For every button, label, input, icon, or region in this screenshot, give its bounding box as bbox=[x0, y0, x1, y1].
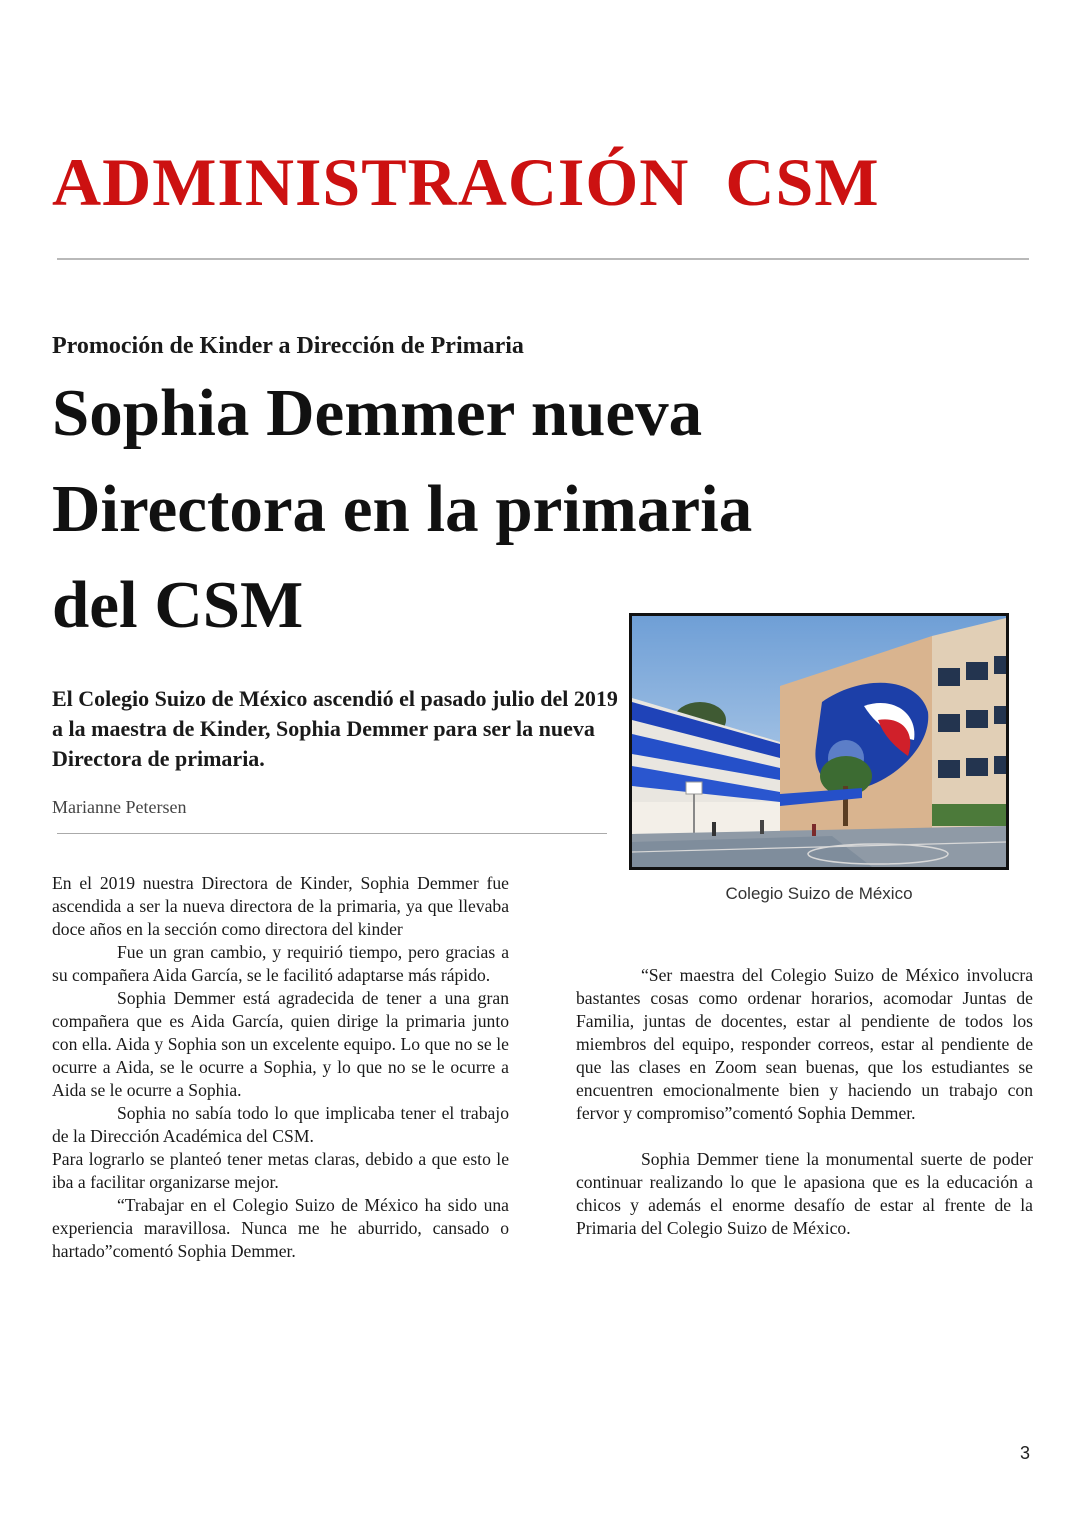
body-paragraph: Sophia no sabía todo lo que implicaba tener el trabajo de la Dirección Académica del CSM. bbox=[52, 1103, 509, 1146]
body-column-right bbox=[576, 964, 1033, 1240]
photo-caption: Colegio Suizo de México bbox=[725, 884, 913, 903]
body-paragraph: Fue un gran cambio, y requirió tiempo, pero gracias a su compañera Aida García, se le facilitó adaptarse más rápido. bbox=[52, 942, 509, 985]
article-kicker: Promoción de Kinder a Dirección de Primaria bbox=[52, 333, 524, 359]
body-paragraph: Para lograrlo se planteó tener metas claras, debido a que esto le iba a facilitar organizarse mejor. bbox=[52, 1149, 509, 1192]
article-lede: El Colegio Suizo de México ascendió el pasado julio del 2019 a la maestra de Kinder, Sophia Demmer para ser la nueva Directora de primaria. bbox=[52, 686, 618, 771]
byline-divider bbox=[57, 833, 607, 834]
body-paragraph: “Trabajar en el Colegio Suizo de México ha sido una experiencia maravillosa. Nunca me he aburrido, cansado o hartado”comentó Sophia Demmer. bbox=[52, 1195, 509, 1261]
body-paragraph: Sophia Demmer tiene la monumental suerte de poder continuar realizando lo que le apasiona que es la educación a chicos y además el enorme desafío de estar al frente de la Primaria del Colegio Suizo de México. bbox=[576, 1149, 1033, 1238]
body-column-left bbox=[52, 872, 509, 1263]
section-title: ADMINISTRACIÓN CSM bbox=[52, 144, 880, 220]
page-number: 3 bbox=[1019, 1443, 1030, 1463]
school-building-illustration bbox=[632, 616, 1006, 867]
body-paragraph: Sophia Demmer está agradecida de tener a una gran compañera que es Aida García, quien dirige la primaria junto con ella. Aida y Sophia son un excelente equipo. Lo que no se le ocurre a Aida, se le ocurre a Sophia, y lo que no se le ocurre a Aida se le ocurre a Sophia. bbox=[52, 988, 509, 1100]
body-paragraph: “Ser maestra del Colegio Suizo de México involucra bastantes cosas como ordenar horarios, acomodar Juntas de Familia, juntas de docentes, estar al pendiente de todos los miembros del equipo, responder correos, estar al pendiente de que las clases en Zoom sean buenas, que los estudiantes se encuentren emocionalmente bien y haciendo un trabajo con fervor y compromiso”comentó Sophia Demmer. bbox=[576, 965, 1033, 1123]
header-divider bbox=[57, 258, 1029, 260]
article-byline: Marianne Petersen bbox=[52, 797, 187, 817]
school-photo bbox=[629, 613, 1009, 870]
body-paragraph: En el 2019 nuestra Directora de Kinder, Sophia Demmer fue ascendida a ser la nueva directora de la primaria, ya que llevaba doce años en la sección como directora del kinder bbox=[52, 873, 509, 939]
article-headline: Sophia Demmer nueva Directora en la primaria del CSM bbox=[52, 376, 753, 642]
